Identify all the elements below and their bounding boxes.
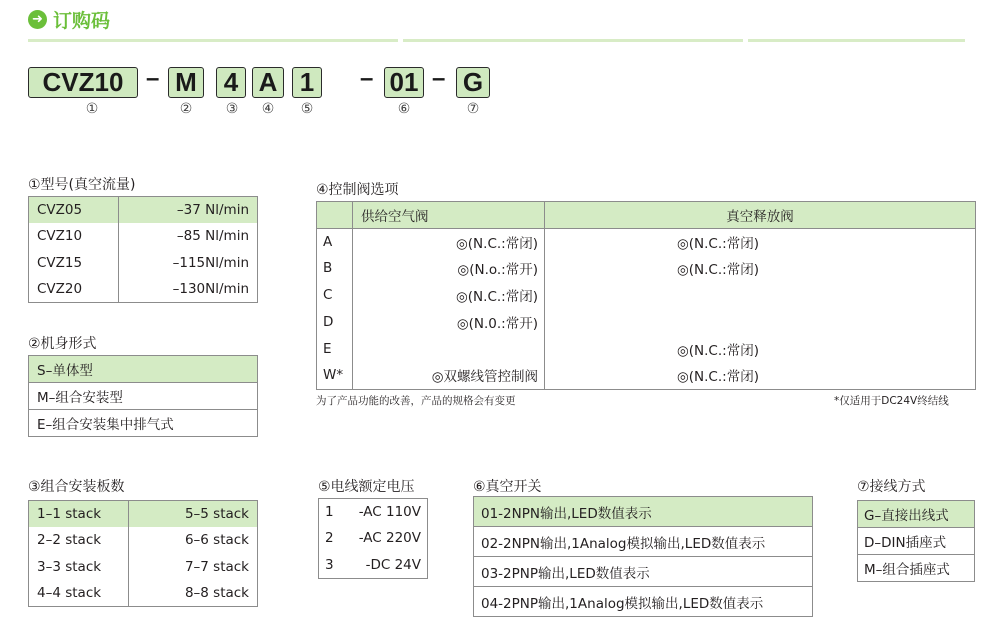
switch-table bbox=[473, 496, 813, 617]
valve-release: ◎(N.C.:常闭) bbox=[677, 369, 759, 386]
body-form-section-title: ②机身形式 bbox=[28, 336, 97, 352]
valve-release: ◎(N.C.:常闭) bbox=[677, 235, 759, 252]
valve-code: W* bbox=[317, 362, 353, 389]
table-row bbox=[29, 223, 258, 250]
code-box-body: M bbox=[168, 67, 204, 98]
valve-code: A bbox=[317, 228, 353, 255]
table-row bbox=[29, 527, 258, 554]
wiring-section-title: ⑦接线方式 bbox=[857, 479, 926, 495]
stack-option: 8–8 stack bbox=[184, 585, 249, 601]
valve-supply bbox=[353, 335, 545, 362]
code-dash: – bbox=[360, 65, 374, 92]
table-row bbox=[29, 276, 258, 303]
header-divider bbox=[403, 39, 743, 42]
table-row bbox=[317, 228, 976, 255]
wiring-table bbox=[857, 500, 975, 582]
stack-option: 3–3 stack bbox=[29, 554, 129, 581]
valve-header-supply: 供给空气阀 bbox=[353, 202, 545, 229]
valve-supply: ◎(N.0.:常开) bbox=[353, 309, 545, 336]
valve-table bbox=[316, 201, 976, 390]
valve-code: D bbox=[317, 309, 353, 336]
valve-supply: ◎双螺线管控制阀 bbox=[353, 362, 545, 389]
code-box-switch: 01 bbox=[384, 67, 424, 98]
table-row bbox=[29, 383, 258, 410]
code-box-model: CVZ10 bbox=[28, 67, 138, 98]
voltage-value: -AC 220V bbox=[358, 530, 421, 547]
model-section-title: ①型号(真空流量) bbox=[28, 177, 136, 193]
table-row bbox=[858, 501, 975, 528]
valve-supply: ◎(N.C.:常闭) bbox=[353, 282, 545, 309]
valve-supply: ◎(N.o.:常开) bbox=[353, 255, 545, 282]
table-row bbox=[474, 527, 813, 557]
code-number: ④ bbox=[261, 101, 275, 117]
code-box-valve: A bbox=[252, 67, 284, 98]
voltage-code: 3 bbox=[325, 556, 334, 573]
table-row bbox=[29, 501, 258, 528]
table-row bbox=[474, 587, 813, 617]
stack-option: 6–6 stack bbox=[184, 532, 249, 549]
code-number: ② bbox=[179, 101, 193, 117]
table-row bbox=[29, 197, 258, 224]
code-number: ③ bbox=[225, 101, 239, 117]
code-box-stack: 4 bbox=[216, 67, 246, 98]
wiring-option: G–直接出线式 bbox=[858, 501, 975, 528]
stack-option: 7–7 stack bbox=[184, 558, 249, 575]
table-row bbox=[858, 555, 975, 582]
model-code: CVZ10 bbox=[29, 223, 119, 250]
table-row bbox=[474, 497, 813, 527]
model-flow: –85 Nl/min bbox=[176, 228, 249, 245]
valve-release: ◎(N.C.:常闭) bbox=[677, 262, 759, 279]
valve-code: C bbox=[317, 282, 353, 309]
model-table bbox=[28, 196, 258, 303]
wiring-option: D–DIN插座式 bbox=[858, 528, 975, 555]
switch-option: 03-2PNP输出,LED数值表示 bbox=[474, 557, 813, 587]
valve-release: ◎(N.C.:常闭) bbox=[677, 342, 759, 359]
switch-option: 02-2NPN输出,1Analog模拟输出,LED数值表示 bbox=[474, 527, 813, 557]
model-code: CVZ20 bbox=[29, 276, 119, 303]
section-header bbox=[28, 6, 110, 32]
table-row bbox=[317, 282, 976, 309]
voltage-table bbox=[318, 498, 428, 579]
model-flow: –115Nl/min bbox=[172, 254, 249, 271]
table-row bbox=[317, 362, 976, 389]
body-form-table bbox=[28, 355, 258, 437]
stack-option: 2–2 stack bbox=[29, 527, 129, 554]
switch-option: 04-2PNP输出,1Analog模拟输出,LED数值表示 bbox=[481, 595, 764, 612]
stack-section-title: ③组合安装板数 bbox=[28, 479, 125, 495]
code-dash: – bbox=[432, 65, 446, 92]
header-divider bbox=[748, 39, 965, 42]
table-row bbox=[29, 410, 258, 437]
voltage-value: -AC 110V bbox=[358, 504, 421, 520]
table-row bbox=[474, 557, 813, 587]
model-flow: –37 Nl/min bbox=[119, 197, 258, 224]
table-row bbox=[29, 580, 258, 607]
body-form-option: M–组合安装型 bbox=[29, 383, 258, 410]
code-number: ⑤ bbox=[300, 101, 314, 117]
stack-option: 1–1 stack bbox=[29, 501, 129, 528]
arrow-right-circle-icon: ➜ bbox=[28, 10, 47, 29]
code-dash: – bbox=[146, 65, 160, 92]
code-box-voltage: 1 bbox=[292, 67, 322, 98]
table-row bbox=[29, 250, 258, 277]
model-code: CVZ05 bbox=[29, 197, 119, 224]
stack-table bbox=[28, 500, 258, 607]
code-number: ⑦ bbox=[466, 101, 480, 117]
table-row bbox=[319, 499, 428, 526]
valve-header-release: 真空释放阀 bbox=[545, 202, 976, 229]
table-row bbox=[29, 554, 258, 581]
valve-release bbox=[545, 282, 976, 309]
code-box-wiring: G bbox=[456, 67, 490, 98]
voltage-section-title: ⑤电线额定电压 bbox=[318, 479, 415, 495]
table-row bbox=[319, 525, 428, 552]
valve-section-title: ④控制阀选项 bbox=[316, 182, 399, 198]
valve-release bbox=[545, 309, 976, 336]
switch-option: 01-2NPN输出,LED数值表示 bbox=[474, 497, 813, 527]
model-flow: –130Nl/min bbox=[172, 281, 249, 297]
table-row bbox=[319, 552, 428, 579]
code-number: ① bbox=[85, 101, 99, 117]
body-form-option: E–组合安装集中排气式 bbox=[37, 417, 174, 433]
stack-option: 5–5 stack bbox=[129, 501, 258, 528]
wiring-option: M–组合插座式 bbox=[864, 562, 950, 578]
header-divider bbox=[28, 39, 398, 42]
page-title: 订购码 bbox=[53, 9, 111, 32]
body-form-option: S–单体型 bbox=[29, 356, 258, 383]
valve-supply: ◎(N.C.:常闭) bbox=[353, 228, 545, 255]
table-row bbox=[858, 528, 975, 555]
valve-code: B bbox=[317, 255, 353, 282]
voltage-code: 1 bbox=[325, 504, 334, 520]
table-header-row bbox=[317, 202, 976, 229]
valve-header-blank bbox=[317, 202, 353, 229]
code-number: ⑥ bbox=[397, 101, 411, 117]
spec-change-note: 为了产品功能的改善，产品的规格会有变更 bbox=[316, 395, 516, 407]
voltage-code: 2 bbox=[325, 530, 334, 547]
table-row bbox=[317, 309, 976, 336]
model-code: CVZ15 bbox=[29, 250, 119, 277]
switch-section-title: ⑥真空开关 bbox=[473, 479, 542, 495]
table-row bbox=[317, 335, 976, 362]
valve-code: E bbox=[317, 335, 353, 362]
table-row bbox=[317, 255, 976, 282]
voltage-value: -DC 24V bbox=[365, 556, 421, 573]
stack-option: 4–4 stack bbox=[29, 580, 129, 607]
table-row bbox=[29, 356, 258, 383]
dc24v-footnote: *仅适用于DC24V终结线 bbox=[834, 395, 949, 407]
